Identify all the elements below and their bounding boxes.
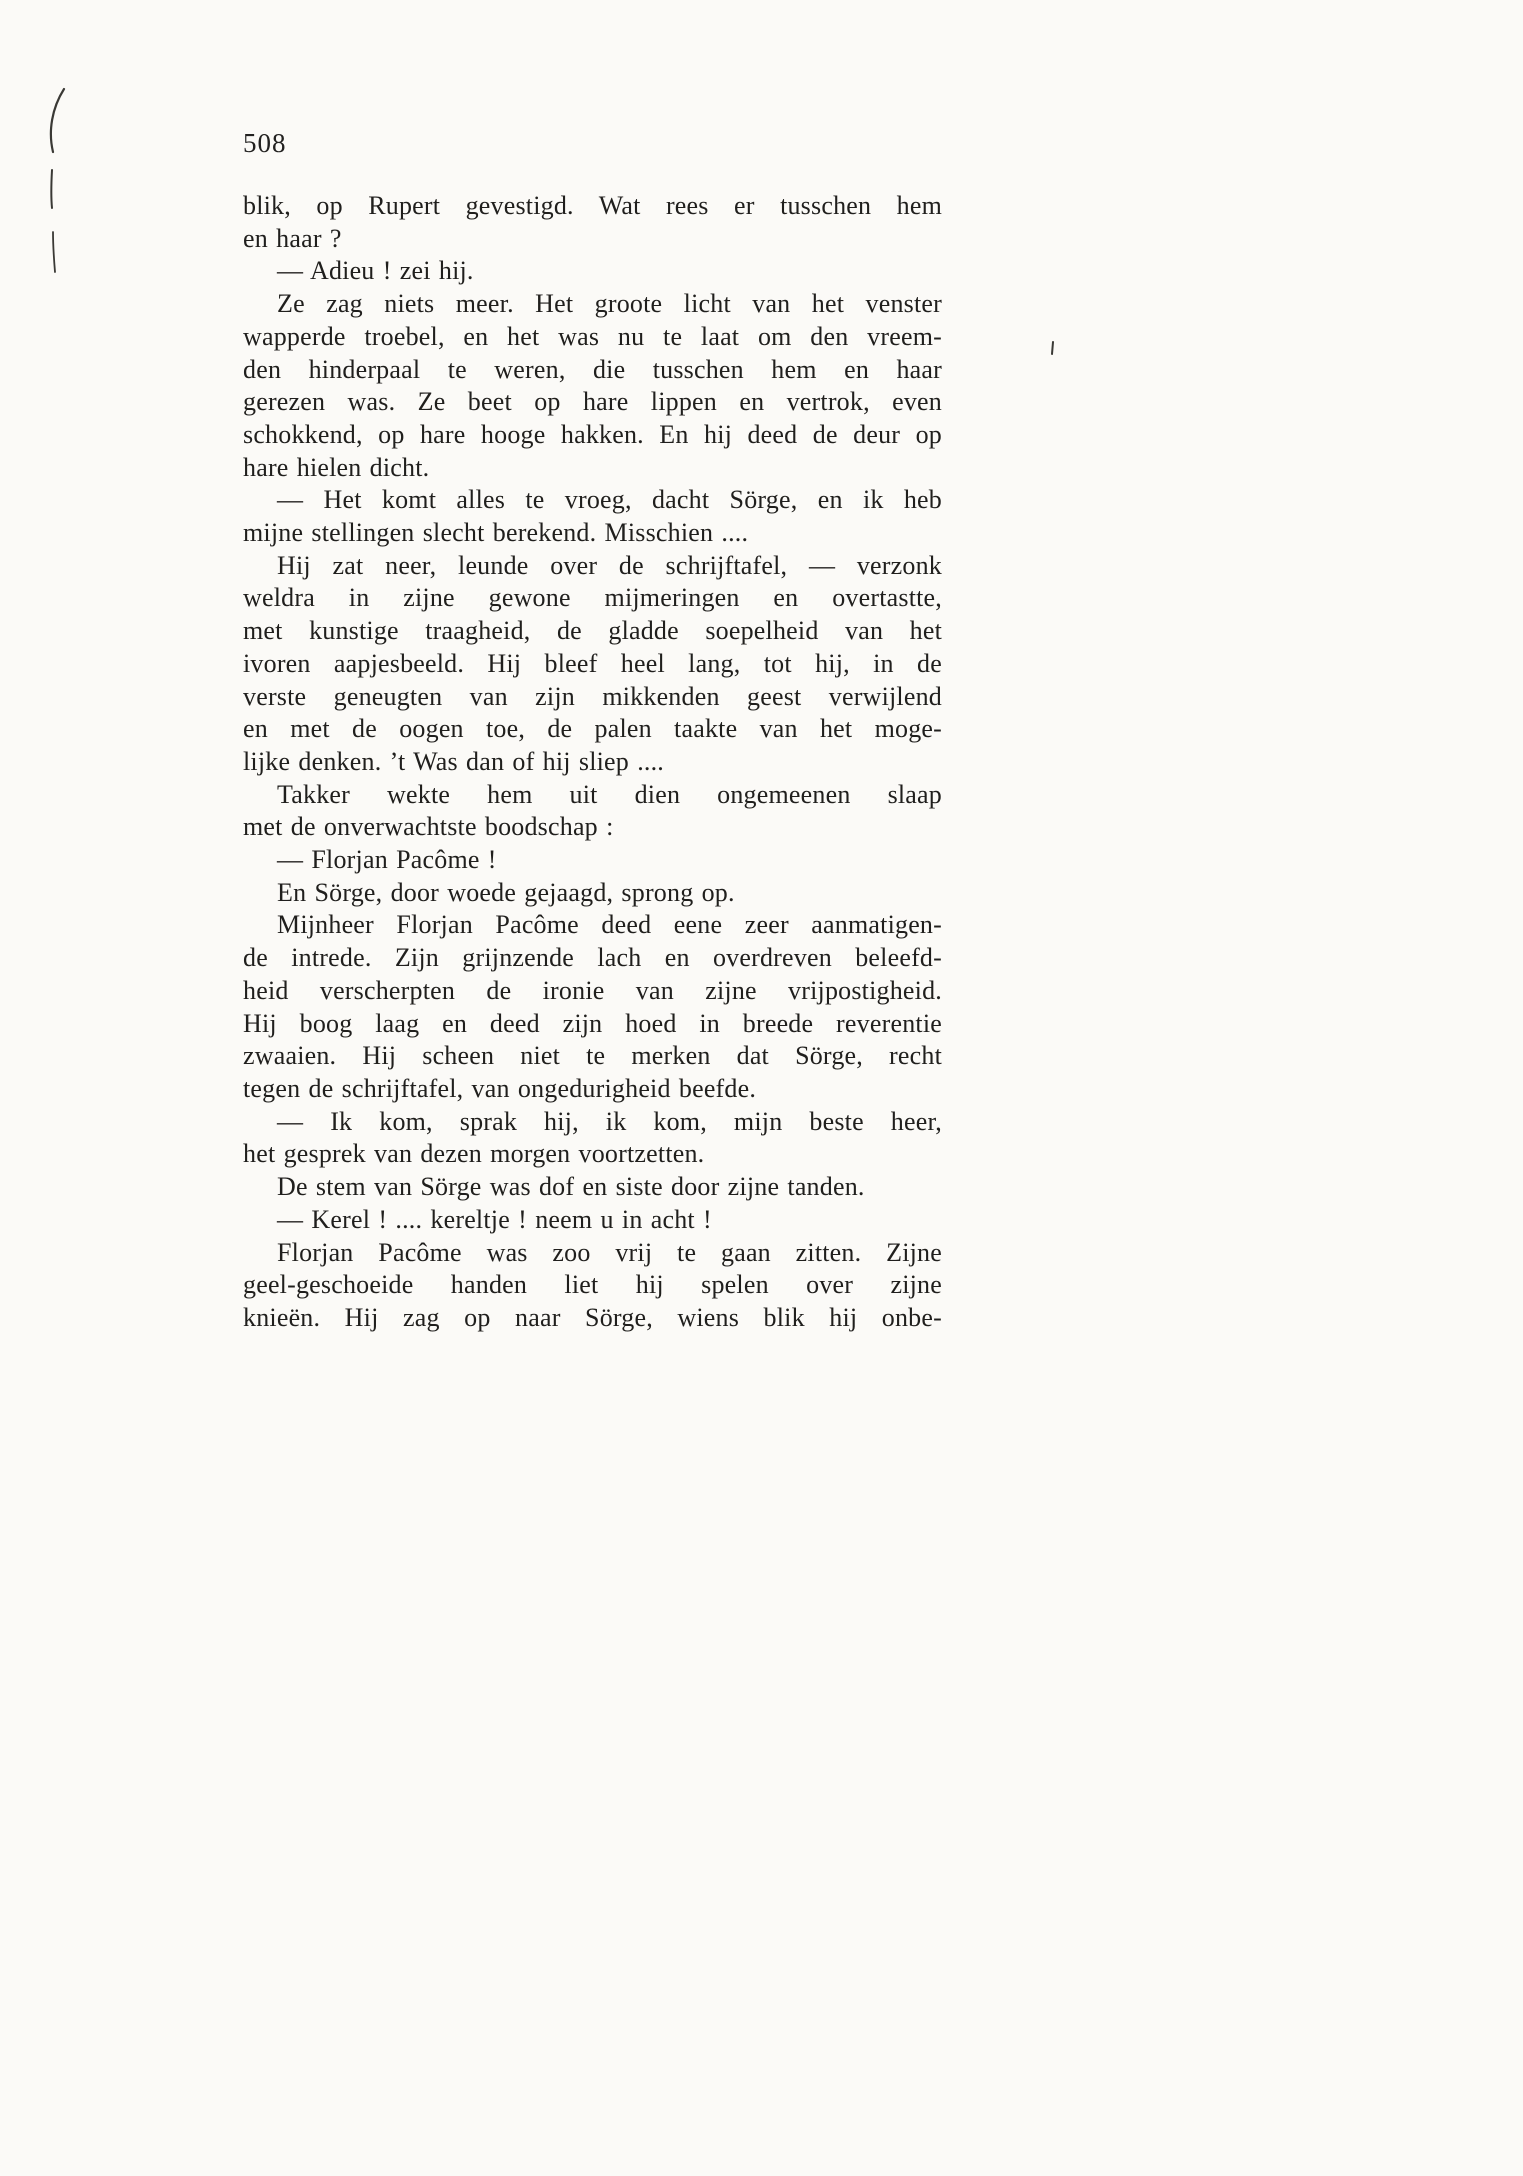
text-line: Florjan Pacôme was zoo vrij te gaan zitten. Zijne (277, 1237, 942, 1267)
text-line: — Florjan Pacôme ! (277, 845, 497, 875)
text-line: — Kerel ! .... kereltje ! neem u in acht ! (277, 1204, 712, 1234)
text-line: blik, op Rupert gevestigd. Wat rees er tusschen hem (243, 191, 942, 220)
text-line: — Adieu ! zei hij. (277, 256, 474, 286)
text-line: Takker wekte hem uit dien ongemeenen slaap (277, 779, 942, 809)
text-line: En Sörge, door woede gejaagd, sprong op. (277, 877, 735, 907)
text-line: het gesprek van dezen morgen voortzetten. (243, 1139, 705, 1169)
text-line: — Ik kom, sprak hij, ik kom, mijn beste heer, (277, 1106, 942, 1136)
text-line: hare hielen dicht. (243, 452, 430, 482)
text-line: Mijnheer Florjan Pacôme deed eene zeer aanmatigen- (277, 910, 942, 940)
text-line: met de onverwachtste boodschap : (243, 812, 614, 842)
text-line: Hij boog laag en deed zijn hoed in breede reverentie (243, 1008, 942, 1038)
text-line: Ze zag niets meer. Het groote licht van het venster (277, 289, 942, 319)
text-line: De stem van Sörge was dof en siste door zijne tanden. (277, 1172, 865, 1202)
text-line: geel-geschoeide handen liet hij spelen over zijne (243, 1270, 942, 1300)
text-line: den hinderpaal te weren, die tusschen hem en haar (243, 354, 942, 384)
text-line: Hij zat neer, leunde over de schrijftafel, — verzonk (277, 550, 942, 580)
text-line: knieën. Hij zag op naar Sörge, wiens blik hij onbe- (243, 1302, 942, 1332)
text-line: ivoren aapjesbeeld. Hij bleef heel lang, tot hij, in de (243, 648, 942, 678)
text-line: schokkend, op hare hooge hakken. En hij deed de deur op (243, 419, 942, 449)
text-line: met kunstige traagheid, de gladde soepelheid van het (243, 616, 942, 646)
text-line: verste geneugten van zijn mikkenden geest verwijlend (243, 681, 942, 711)
text-line: weldra in zijne gewone mijmeringen en overtastte, (243, 583, 942, 613)
text-line: mijne stellingen slecht berekend. Misschien .... (243, 518, 749, 548)
text-line: zwaaien. Hij scheen niet te merken dat Sörge, recht (243, 1041, 942, 1071)
text-line: en haar ? (243, 223, 342, 253)
scan-artifact-left-margin (42, 86, 76, 276)
page-number: 508 (243, 128, 287, 158)
text-line: — Het komt alles te vroeg, dacht Sörge, en ik heb (277, 485, 942, 515)
text-line: de intrede. Zijn grijnzende lach en overdreven beleefd- (243, 943, 942, 973)
text-line: lijke denken. ’t Was dan of hij sliep .... (243, 746, 665, 776)
text-line: heid verscherpten de ironie van zijne vrijpostigheid. (243, 975, 942, 1005)
text-block (243, 190, 942, 1335)
text-line: en met de oogen toe, de palen taakte van het moge- (243, 714, 942, 744)
text-line: tegen de schrijftafel, van ongedurigheid beefde. (243, 1073, 757, 1103)
scan-artifact-right (1048, 340, 1058, 358)
text-line: gerezen was. Ze beet op hare lippen en vertrok, even (243, 387, 942, 417)
text-line: wapperde troebel, en het was nu te laat om den vreem- (243, 321, 942, 351)
